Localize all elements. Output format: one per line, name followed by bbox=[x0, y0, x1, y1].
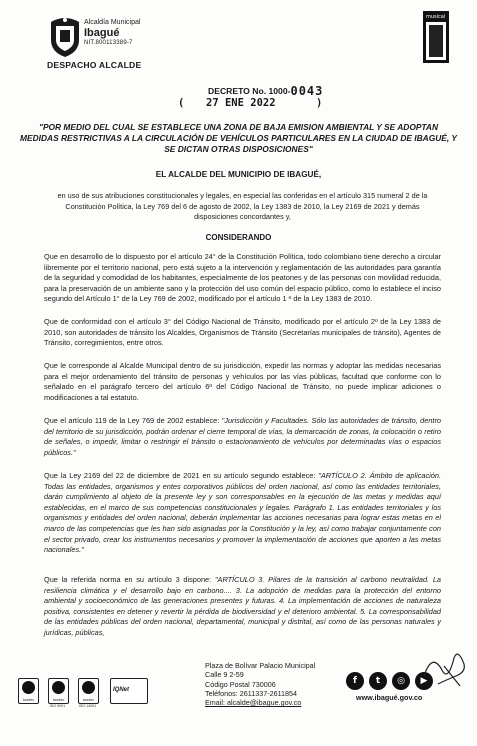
paragraph-5 bbox=[44, 471, 441, 556]
paragraph-4-lead: Que el artículo 119 de la Ley 769 de 2002 establece: bbox=[44, 416, 222, 425]
certification-icon bbox=[82, 681, 95, 694]
icontec-iso9001-badge: icontec bbox=[48, 678, 69, 704]
youtube-icon[interactable]: ▶ bbox=[415, 672, 433, 690]
paragraph-4 bbox=[44, 416, 441, 458]
cert-caption: ISO 14001 bbox=[78, 704, 97, 708]
dispatch-label: DESPACHO ALCALDE bbox=[47, 60, 142, 70]
date-close-paren: ) bbox=[316, 97, 323, 109]
city-name: Ibagué bbox=[84, 27, 120, 39]
certification-icon bbox=[22, 681, 35, 694]
corner-tag bbox=[423, 11, 449, 63]
paragraph-4-quote: "Jurisdicción y Facultades. Sólo las autoridades de tránsito, dentro del territorio de su jurisdicción, podrán ordenar el cierre temporal de vías, la demarcación de zonas, la colocación o retiro de señales, o impedir, limitar o restringir el tránsito o estacionamiento de vehículos por determinadas vías o espacios públicos." bbox=[44, 416, 441, 457]
corner-tag-text: musical bbox=[426, 14, 446, 20]
address-block bbox=[205, 661, 315, 707]
powers-paragraph: en uso de sus atribuciones constitucionales y legales, en especial las conferidas en el artículo 315 numeral 2 de la Constitución Política, la Ley 769 del 6 de agosto de 2002, la Ley 1383 de 2010, la Ley 2169 de 2021 y demás disposiciones concordantes y, bbox=[57, 191, 428, 221]
date-open-paren: ( bbox=[178, 97, 185, 109]
address-line: Teléfonos: 2611337-2611854 bbox=[205, 688, 298, 698]
paragraph-3 bbox=[44, 361, 441, 403]
paragraph-6-lead: Que la referida norma en su artículo 3 dispone: bbox=[44, 575, 215, 584]
icontec-iso14001-badge: icontec bbox=[78, 678, 99, 704]
paragraph-2: Que de conformidad con el artículo 3° del Código Nacional de Tránsito, modificado por el artículo 2º de la Ley 1383 de 2010, son autoridades de tránsito los Alcaldes, Organismos de Tránsito (Secretarías municipales de tránsito), Agentes de Tránsito, corregimientos, entre otros. bbox=[44, 317, 441, 348]
decree-number: 0043 bbox=[290, 84, 324, 98]
nit-number: NIT.800113389-7 bbox=[84, 40, 133, 46]
paragraph-1: Que en desarrollo de lo dispuesto por el artículo 24° de la Constitución Política, todo colombiano tiene derecho a circular libremente por el territorio nacional, pero está sujeto a la intervención y reglamentación de las autoridades para garantía de la seguridad y comodidad de los habitantes, especialmente de los peatones y de las personas con movilidad reducida, para la preservación de un ambiente sano y la protección del uso común del espacio público, como lo establece el inciso segundo del Artículo 1° de la Ley 769 de 2002, modificado por el artículo 1 º de la Ley 1383 de 2010. bbox=[44, 252, 441, 304]
twitter-icon[interactable]: t bbox=[369, 672, 387, 690]
corner-barcode bbox=[426, 22, 446, 60]
address-line: Calle 9 2-59 bbox=[205, 670, 244, 680]
handwritten-signature bbox=[420, 646, 470, 692]
cert-caption: ISO 9001 bbox=[49, 704, 66, 708]
iqnet-badge bbox=[110, 678, 148, 704]
considerando-heading: CONSIDERANDO bbox=[205, 233, 272, 242]
facebook-icon[interactable]: f bbox=[346, 672, 364, 690]
decree-label: DECRETO No. 1000- bbox=[208, 86, 291, 96]
city-coat-of-arms-icon bbox=[48, 14, 82, 58]
paragraph-6-quote: "ARTÍCULO 3. Pilares de la transición al carbono neutralidad. La resiliencia climática y el desarrollo bajo en carbono.... 3. La adopción de medidas para la protección del entorno ambiental y socioeconómico de las generaciones presentes y futuras. 4. La implementación de acciones de naturaleza positiva, consistentes en detener y revertir la pérdida de biodiversidad y el deterioro ambiental. 5. La corresponsabilidad de las entidades públicas del orden nacional, departamental, municipal y distrital, así como de las personas naturales y jurídicas, públicas, bbox=[44, 575, 441, 637]
paragraph-5-lead: Que la Ley 2169 del 22 de diciembre de 2021 en su artículo segundo establece: bbox=[44, 471, 319, 480]
address-line: Código Postal 730006 bbox=[205, 679, 276, 689]
decree-date: 27 ENE 2022 bbox=[206, 97, 276, 109]
iqnet-label: IQNet bbox=[113, 687, 130, 693]
instagram-icon[interactable]: ◎ bbox=[392, 672, 410, 690]
paragraph-6 bbox=[44, 575, 441, 639]
website-link[interactable]: www.ibagué.gov.co bbox=[356, 693, 423, 702]
email-link[interactable]: Email: alcalde@ibague.gov.co bbox=[205, 698, 302, 708]
mayor-office-line: Alcaldía Municipal bbox=[84, 19, 141, 26]
paragraph-3-text: Que le corresponde al Alcalde Municipal dentro de su jurisdicción, expedir las normas y adoptar las medidas necesarias para el mejor ordenamiento del tránsito de personas y vehículos por las vías públicas, facultad que conforme con lo señalado en el parágrafo tercero del artículo 6º del Código Nacional de Tránsito, no puede implicar adiciones o modificaciones a tal estatuto. bbox=[44, 361, 441, 402]
address-line: Plaza de Bolívar Palacio Municipal bbox=[205, 661, 316, 670]
paragraph-5-quote: "ARTÍCULO 2. Ámbito de aplicación. Todas las entidades, organismos y entes corporativos públicos del orden nacional, así como las entidades territoriales, darán cumplimiento al objeto de la presente ley y son corresponsables en la ejecución de las metas y medidas aquí establecidas, en el marco de sus competencias constitucionales y legales. Parágrafo 1. Las entidades territoriales y los organismos y entidades del orden nacional, deberán implementar las acciones necesarias para lograr estas metas en el marco de las competencias que les han sido asignadas por la Constitución y la ley, así como trabajar conjuntamente con el sector privado, crear los instrumentos necesarios y promover la implementación de acciones que aporten a las metas nacionales." bbox=[44, 471, 441, 555]
decree-title: "POR MEDIO DEL CUAL SE ESTABLECE UNA ZONA DE BAJA EMISION AMBIENTAL Y SE ADOPTAN MEDIDAS RESTRICTIVAS A LA CIRCULACIÓN DE VEHÍCULOS PARTICULARES EN LA CIUDAD DE IBAGUÉ, Y SE DICTAN OTRAS DISPOSICIONES" bbox=[20, 122, 457, 154]
decree-number-line bbox=[208, 84, 323, 98]
issuer-line: EL ALCALDE DEL MUNICIPIO DE IBAGUÉ, bbox=[155, 170, 322, 179]
certification-icon bbox=[52, 681, 65, 694]
icontec-cert-badge: icontec bbox=[18, 678, 39, 704]
mayor-office-block bbox=[84, 19, 184, 47]
